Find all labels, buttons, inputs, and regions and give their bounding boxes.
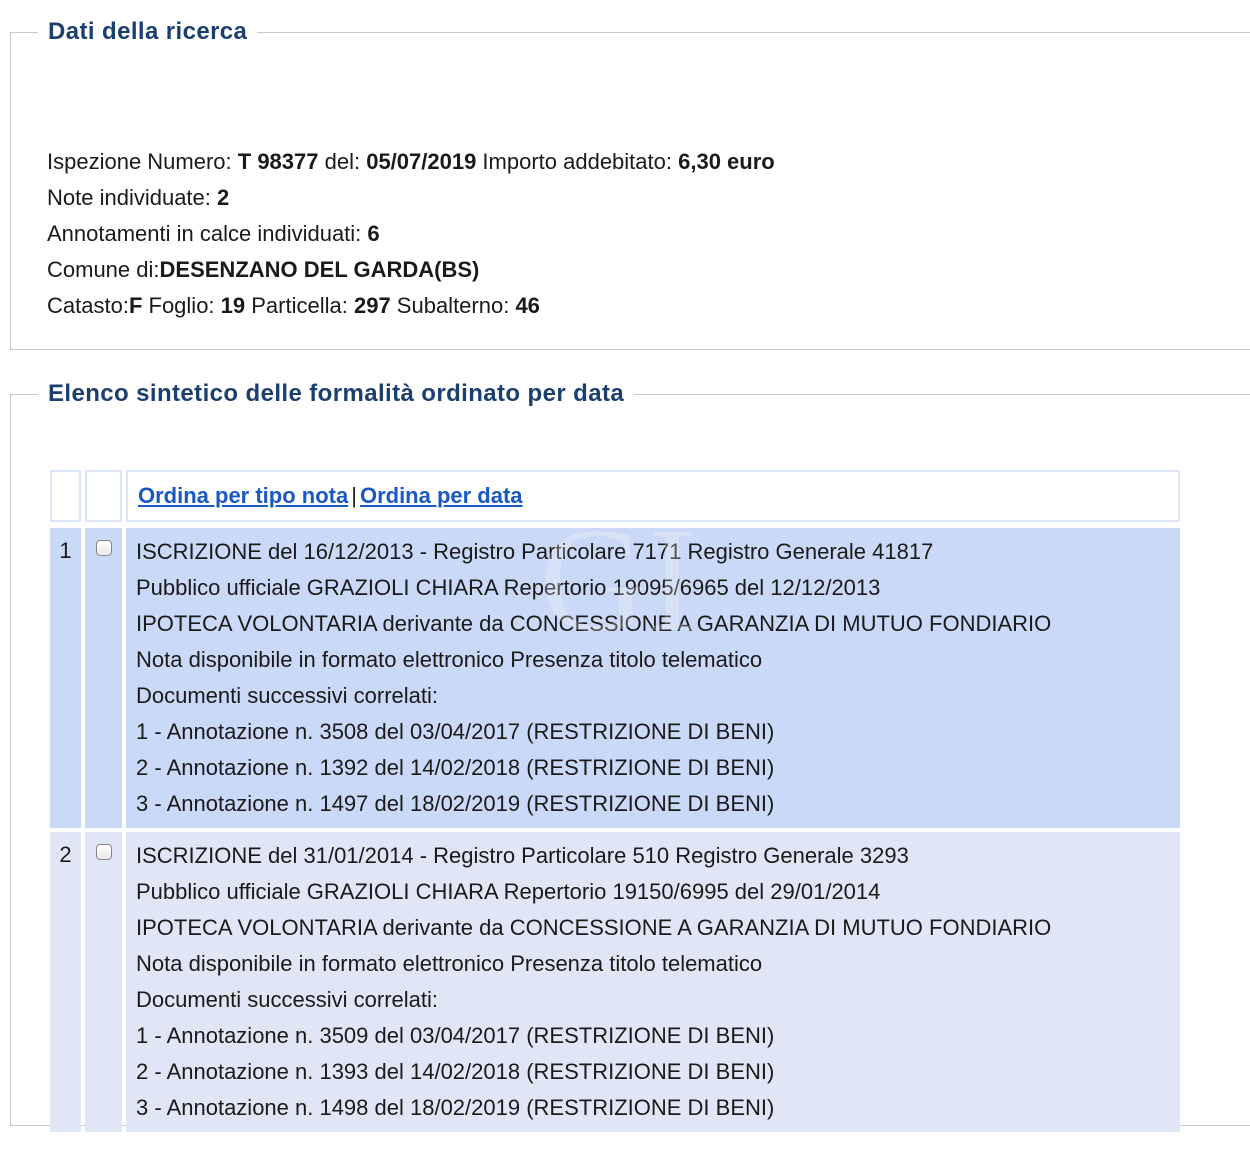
parcel-label: Particella: [245,293,354,318]
sheet-label: Foglio: [142,293,221,318]
inspection-date-value: 05/07/2019 [366,149,477,174]
municipality-line [47,252,775,288]
formalities-fieldset [10,380,1250,1126]
formalities-legend: Elenco sintetico delle formalità ordinato per data [48,380,625,407]
annotations-found-label: Annotamenti in calce individuati: [47,221,368,246]
row-2-annotation-1: 1 - Annotazione n. 3509 del 03/04/2017 (RESTRIZIONE DI BENI) [136,1023,775,1048]
row-1-annotation-1: 1 - Annotazione n. 3508 del 03/04/2017 (RESTRIZIONE DI BENI) [136,719,775,744]
table-row-2-number: 2 [50,832,81,1132]
table-row-2-checkbox-cell [85,832,122,1132]
municipality-value: DESENZANO DEL GARDA(BS) [159,257,480,282]
header-checkbox-cell [85,470,122,522]
row-2-line-mortgage: IPOTECA VOLONTARIA derivante da CONCESSIONE A GARANZIA DI MUTUO FONDIARIO [136,915,1052,940]
sort-separator: | [351,483,357,508]
notes-found-line [47,180,775,216]
table-row-1-details [126,528,1180,828]
inspection-number-label: Ispezione Numero: [47,149,238,174]
annotations-found-value: 6 [367,221,380,246]
row-1-line-mortgage: IPOTECA VOLONTARIA derivante da CONCESSIONE A GARANZIA DI MUTUO FONDIARIO [136,611,1052,636]
row-1-line-public-officer: Pubblico ufficiale GRAZIOLI CHIARA Repertorio 19095/6965 del 12/12/2013 [136,575,881,600]
row-1-checkbox[interactable] [96,540,112,556]
search-data-fieldset [10,18,1250,350]
table-row-1-checkbox-cell [85,528,122,828]
amount-charged-value: 6,30 euro [678,149,775,174]
subunit-value: 46 [515,293,540,318]
municipality-label: Comune di: [47,257,160,282]
sheet-value: 19 [220,293,246,318]
parcel-value: 297 [353,293,391,318]
notes-found-label: Note individuate: [47,185,217,210]
row-1-annotation-2: 2 - Annotazione n. 1392 del 14/02/2018 (RESTRIZIONE DI BENI) [136,755,775,780]
row-1-line-registration: ISCRIZIONE del 16/12/2013 - Registro Particolare 7171 Registro Generale 41817 [136,539,934,564]
sort-by-date-link[interactable]: Ordina per data [359,483,523,508]
search-data-details [47,144,775,324]
row-1-line-related-docs: Documenti successivi correlati: [136,683,438,708]
row-2-checkbox[interactable] [96,844,112,860]
row-2-line-registration: ISCRIZIONE del 31/01/2014 - Registro Particolare 510 Registro Generale 3293 [136,843,909,868]
row-1-line-availability: Nota disponibile in formato elettronico Presenza titolo telematico [136,647,763,672]
header-sort-cell [126,470,1180,522]
cadastre-label: Catasto: [47,293,129,318]
search-data-legend: Dati della ricerca [48,18,248,45]
cadastre-line [47,288,775,324]
table-row-1-number: 1 [50,528,81,828]
annotations-found-line [47,216,775,252]
amount-charged-label: Importo addebitato: [476,149,679,174]
row-2-line-related-docs: Documenti successivi correlati: [136,987,438,1012]
notes-found-value: 2 [217,185,230,210]
row-2-annotation-2: 2 - Annotazione n. 1393 del 14/02/2018 (RESTRIZIONE DI BENI) [136,1059,775,1084]
table-row-2-details [126,832,1180,1132]
sort-by-type-link[interactable]: Ordina per tipo nota [138,483,349,508]
header-number-cell [50,470,81,522]
row-1-annotation-3: 3 - Annotazione n. 1497 del 18/02/2019 (RESTRIZIONE DI BENI) [136,791,775,816]
row-2-annotation-3: 3 - Annotazione n. 1498 del 18/02/2019 (RESTRIZIONE DI BENI) [136,1095,775,1120]
inspection-date-label: del: [318,149,367,174]
row-2-line-availability: Nota disponibile in formato elettronico Presenza titolo telematico [136,951,763,976]
row-2-line-public-officer: Pubblico ufficiale GRAZIOLI CHIARA Repertorio 19150/6995 del 29/01/2014 [136,879,881,904]
watermark-text: GI [538,500,698,663]
subunit-label: Subalterno: [390,293,516,318]
cadastre-value: F [128,293,143,318]
inspection-line [47,144,775,180]
inspection-number-value: T 98377 [237,149,319,174]
